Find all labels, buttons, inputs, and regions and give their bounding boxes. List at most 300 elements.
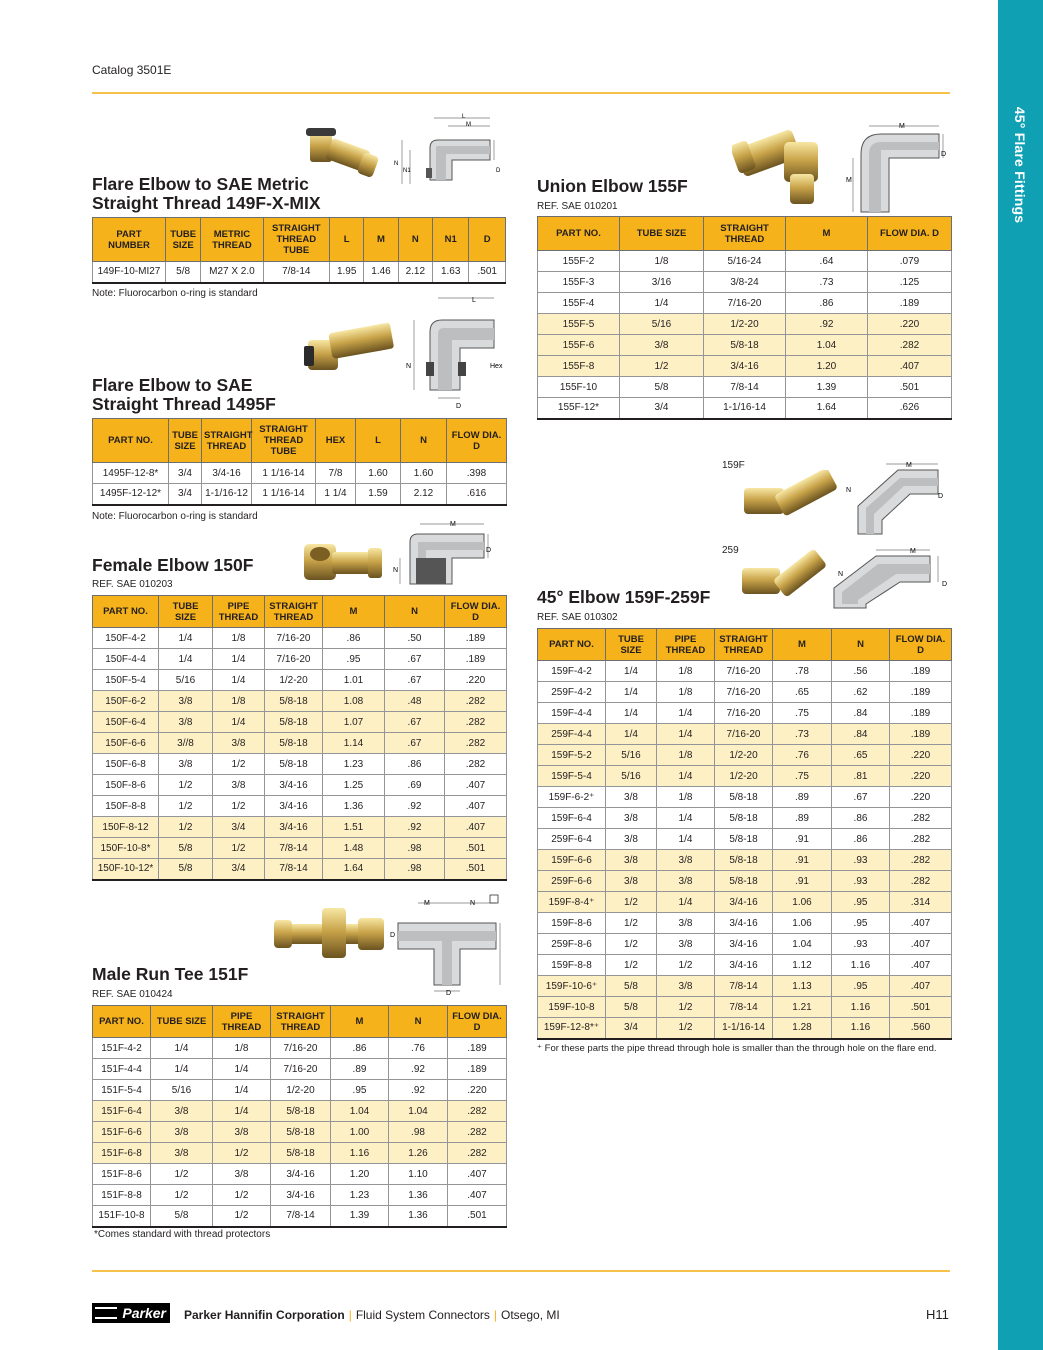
part-number-cell: 159F-6-2⁺ (538, 787, 606, 808)
table-cell: 1/4 (657, 808, 715, 829)
table-cell: 3/8 (213, 775, 265, 796)
table-cell: 1/2 (657, 997, 715, 1018)
table-cell: .93 (832, 871, 890, 892)
table-cell: .75 (773, 766, 832, 787)
column-header: STRAIGHT THREAD (704, 217, 786, 251)
table-row (93, 733, 507, 754)
table-cell: .73 (786, 272, 868, 293)
part-number-cell: 150F-8-6 (93, 775, 159, 796)
table-cell: .78 (773, 661, 832, 682)
part-number-cell: 150F-8-8 (93, 796, 159, 817)
table-row (538, 829, 952, 850)
table-cell: .501 (469, 262, 506, 283)
photo-259f (738, 550, 834, 602)
part-number-cell: 259F-6-6 (538, 871, 606, 892)
dim-n: N (846, 487, 852, 494)
table-cell: .98 (389, 1122, 448, 1143)
table-cell: 1.64 (786, 398, 868, 419)
table-cell: 5/8 (151, 1206, 213, 1227)
column-header: PART NUMBER (93, 218, 166, 262)
title-1495f (92, 376, 276, 414)
table-cell: 5/8 (620, 377, 704, 398)
dim-d: D (486, 547, 492, 554)
table-cell: .76 (389, 1038, 448, 1059)
label-159f: 159F (722, 460, 745, 471)
footer-rule (92, 1270, 950, 1272)
table-cell: 1/2 (151, 1164, 213, 1185)
table-cell: 3/8 (606, 850, 657, 871)
dim-m: M (466, 122, 471, 128)
table-cell: .95 (832, 892, 890, 913)
note-149f: Note: Fluorocarbon o-ring is standard (92, 288, 258, 299)
table-cell: 5/16 (620, 314, 704, 335)
part-number-cell: 159F-5-2 (538, 745, 606, 766)
table-cell: 7/8 (316, 463, 356, 484)
table-cell: .95 (832, 976, 890, 997)
dim-d: D (496, 168, 501, 174)
table-cell: 1.07 (323, 712, 385, 733)
table-cell: 1/4 (606, 682, 657, 703)
table-cell: .189 (445, 649, 507, 670)
table-cell: .84 (832, 703, 890, 724)
column-header: N (385, 596, 445, 628)
part-number-cell: 151F-8-6 (93, 1164, 151, 1185)
table-row (93, 649, 507, 670)
dim-m: M (899, 123, 905, 130)
table-cell: .189 (868, 293, 952, 314)
table-cell: .282 (890, 808, 952, 829)
table-cell: .65 (832, 745, 890, 766)
table-cell: .67 (385, 649, 445, 670)
part-number-cell: 151F-6-8 (93, 1143, 151, 1164)
part-number-cell: 150F-10-8* (93, 838, 159, 859)
table-cell: 3/4-16 (715, 892, 773, 913)
table-cell: 1.06 (773, 892, 832, 913)
table-row (538, 724, 952, 745)
table-cell: .282 (445, 691, 507, 712)
table-cell: 1.20 (786, 356, 868, 377)
photo-155f (732, 124, 848, 208)
table-cell: 3/4-16 (715, 955, 773, 976)
label-259: 259 (722, 545, 739, 556)
table-cell: 1/4 (657, 703, 715, 724)
table-cell: 7/8-14 (271, 1206, 331, 1227)
part-number-cell: 155F-10 (538, 377, 620, 398)
table-cell: .407 (890, 955, 952, 976)
table-cell: .69 (385, 775, 445, 796)
note-159f: ⁺ For these parts the pipe thread through hole is smaller than the through hole on the flare end. (537, 1043, 937, 1054)
table-cell: .56 (832, 661, 890, 682)
table-cell: 1.48 (323, 838, 385, 859)
table-cell: 1/4 (657, 829, 715, 850)
part-number-cell: 159F-8-6 (538, 913, 606, 934)
part-number-cell: 159F-4-4 (538, 703, 606, 724)
column-header: STRAIGHT THREAD TUBE (263, 218, 330, 262)
table-cell: .93 (832, 934, 890, 955)
table-cell: 1/2-20 (715, 745, 773, 766)
table-cell: .398 (447, 463, 507, 484)
column-header: N (401, 419, 447, 463)
table-cell: .407 (890, 934, 952, 955)
drawing-1495f (398, 290, 510, 410)
part-number-cell: 159F-10-6⁺ (538, 976, 606, 997)
table-cell: 1/2 (657, 1018, 715, 1039)
table-cell: .67 (385, 733, 445, 754)
table-cell: 1-1/16-14 (704, 398, 786, 419)
table-row (93, 1122, 507, 1143)
table-cell: 1.14 (323, 733, 385, 754)
table-cell: .92 (389, 1080, 448, 1101)
part-number-cell: 159F-8-8 (538, 955, 606, 976)
table-cell: .407 (445, 817, 507, 838)
parker-logo (92, 1303, 170, 1323)
table-cell: .407 (868, 356, 952, 377)
table-cell: 1/4 (657, 892, 715, 913)
table-cell: 1 1/4 (316, 484, 356, 505)
table-cell: .92 (389, 1059, 448, 1080)
part-number-cell: 155F-5 (538, 314, 620, 335)
table-cell: .81 (832, 766, 890, 787)
table-cell: 5/8 (606, 976, 657, 997)
column-header: N (398, 218, 432, 262)
footer-corp: Parker Hannifin Corporation (184, 1308, 345, 1322)
dim-m: M (450, 521, 456, 528)
part-number-cell: 149F-10-MI27 (93, 262, 166, 283)
table-cell: 3/4-16 (265, 796, 323, 817)
title-151f: Male Run Tee 151F (92, 964, 249, 984)
column-header: TUBE SIZE (151, 1006, 213, 1038)
table-cell: 3/4 (213, 859, 265, 880)
table-row (538, 787, 952, 808)
part-number-cell: 259F-4-2 (538, 682, 606, 703)
table-cell: 1.04 (331, 1101, 389, 1122)
table-cell: 7/8-14 (265, 859, 323, 880)
table-row (93, 670, 507, 691)
table-cell: 3/4-16 (715, 913, 773, 934)
table-cell: 1/2-20 (704, 314, 786, 335)
drawing-159f (838, 458, 948, 538)
table-cell: 1.60 (356, 463, 401, 484)
title-1495f-line1: Flare Elbow to SAE (92, 375, 253, 395)
header-rule (92, 92, 950, 94)
table-cell: 1/4 (213, 649, 265, 670)
table-cell: .98 (385, 838, 445, 859)
table-cell: .501 (890, 997, 952, 1018)
table-cell: 3/8 (159, 712, 213, 733)
table-cell: 1.08 (323, 691, 385, 712)
table-cell: 3/8 (620, 335, 704, 356)
table-row (93, 1101, 507, 1122)
table-cell: .282 (445, 733, 507, 754)
table-row (93, 754, 507, 775)
dim-n: N (838, 571, 844, 578)
table-cell: 1/4 (606, 724, 657, 745)
table-cell: 1.04 (773, 934, 832, 955)
table-cell: 1/4 (151, 1059, 213, 1080)
table-cell: .86 (323, 628, 385, 649)
table-cell: 3/4-16 (265, 775, 323, 796)
table-cell: 1 1/16-14 (252, 484, 316, 505)
part-number-cell: 159F-6-4 (538, 808, 606, 829)
ref-159f: REF. SAE 010302 (537, 612, 618, 623)
drawing-259f (826, 542, 950, 612)
table-cell: 1.26 (389, 1143, 448, 1164)
table-cell: 1.21 (773, 997, 832, 1018)
table-cell: .501 (445, 838, 507, 859)
table-row (538, 703, 952, 724)
table-cell: 1.39 (786, 377, 868, 398)
dim-n: N (406, 363, 412, 370)
table-cell: 1/2-20 (271, 1080, 331, 1101)
part-number-cell: 151F-6-6 (93, 1122, 151, 1143)
table-cell: 2.12 (401, 484, 447, 505)
table-cell: .93 (832, 850, 890, 871)
column-header: PIPE THREAD (213, 1006, 271, 1038)
table-cell: 3//8 (159, 733, 213, 754)
table-cell: 1/8 (620, 251, 704, 272)
column-header: TUBE SIZE (159, 596, 213, 628)
dim-m: M (910, 548, 916, 555)
column-header: M (773, 629, 832, 661)
column-header: STRAIGHT THREAD (715, 629, 773, 661)
table-cell: .282 (890, 871, 952, 892)
title-1495f-line2: Straight Thread 1495F (92, 394, 276, 414)
table-cell: .76 (773, 745, 832, 766)
table-cell: 5/16 (159, 670, 213, 691)
table-cell: 1/2 (213, 1185, 271, 1206)
photo-159f (740, 470, 844, 522)
table-cell: 3/4 (169, 463, 202, 484)
table-cell: 3/8 (151, 1122, 213, 1143)
table-row (93, 817, 507, 838)
table-cell: 1/4 (159, 649, 213, 670)
part-number-cell: 259F-4-4 (538, 724, 606, 745)
table-cell: 3/8 (159, 754, 213, 775)
table-cell: 3/8 (657, 850, 715, 871)
table-cell: 1/2 (606, 934, 657, 955)
part-number-cell: 159F-10-8 (538, 997, 606, 1018)
catalog-label: Catalog 3501E (92, 63, 172, 77)
drawing-155f (845, 118, 950, 214)
table-cell: 3/8-24 (704, 272, 786, 293)
title-150f: Female Elbow 150F (92, 555, 254, 575)
part-number-cell: 159F-4-2 (538, 661, 606, 682)
part-number-cell: 159F-5-4 (538, 766, 606, 787)
column-header: TUBE SIZE (606, 629, 657, 661)
part-number-cell: 151F-10-8 (93, 1206, 151, 1227)
table-cell: 7/8-14 (263, 262, 330, 283)
table-row (93, 628, 507, 649)
table-cell: .189 (448, 1059, 507, 1080)
part-number-cell: 150F-10-12* (93, 859, 159, 880)
table-cell: 1.01 (323, 670, 385, 691)
table-cell: 5/8-18 (271, 1143, 331, 1164)
page-number: H11 (926, 1307, 949, 1322)
table-cell: 1/4 (213, 1059, 271, 1080)
table-cell: 5/16-24 (704, 251, 786, 272)
ref-151f: REF. SAE 010424 (92, 989, 173, 1000)
table-cell: .92 (786, 314, 868, 335)
table-cell: 1.20 (331, 1164, 389, 1185)
table-row (93, 775, 507, 796)
table-cell: 3/4-16 (202, 463, 252, 484)
table-cell: .189 (890, 703, 952, 724)
table-row (93, 1143, 507, 1164)
part-number-cell: 150F-8-12 (93, 817, 159, 838)
part-number-cell: 151F-8-8 (93, 1185, 151, 1206)
table-row (93, 1038, 507, 1059)
table-cell: 1.63 (432, 262, 468, 283)
table-row (538, 808, 952, 829)
part-number-cell: 151F-4-2 (93, 1038, 151, 1059)
table-cell: 1/2 (213, 754, 265, 775)
table-cell: .079 (868, 251, 952, 272)
table-cell: .95 (331, 1080, 389, 1101)
table-cell: .220 (448, 1080, 507, 1101)
table-cell: 5/8-18 (715, 808, 773, 829)
table-cell: 5/8-18 (715, 829, 773, 850)
dim-m2: M (846, 177, 852, 184)
column-header: L (356, 419, 401, 463)
table-cell: 1/2-20 (265, 670, 323, 691)
footer-text: Parker Hannifin Corporation | Fluid System Connectors | Otsego, MI (184, 1308, 560, 1322)
table-cell: 7/8-14 (715, 976, 773, 997)
title-149f-line1: Flare Elbow to SAE Metric (92, 174, 309, 194)
dim-l: L (472, 297, 476, 304)
table-cell: 1/2 (159, 775, 213, 796)
table-cell: .92 (385, 817, 445, 838)
table-cell: 1/2 (606, 892, 657, 913)
table-cell: 3/4-16 (715, 934, 773, 955)
table-cell: 3/8 (606, 787, 657, 808)
dim-n: N (394, 161, 399, 167)
table-cell: 7/16-20 (715, 703, 773, 724)
table-cell: 3/8 (213, 1164, 271, 1185)
dim-d: D (456, 403, 462, 410)
part-number-cell: 155F-3 (538, 272, 620, 293)
table-cell: 1-1/16-14 (715, 1018, 773, 1039)
table-row (93, 838, 507, 859)
table-cell: 7/16-20 (265, 628, 323, 649)
table-row (538, 766, 952, 787)
table-row (538, 955, 952, 976)
table-cell: 1/8 (657, 787, 715, 808)
table-cell: 1/8 (657, 661, 715, 682)
table-cell: 1/4 (620, 293, 704, 314)
table-cell: 3/8 (159, 691, 213, 712)
column-header: FLOW DIA. D (447, 419, 507, 463)
part-number-cell: 150F-4-2 (93, 628, 159, 649)
table-cell: 5/8-18 (265, 733, 323, 754)
table-cell: 1/8 (213, 1038, 271, 1059)
table-cell: 1/2 (213, 1143, 271, 1164)
table-cell: .89 (331, 1059, 389, 1080)
table-cell: 1/2 (657, 955, 715, 976)
dim-d: D (941, 151, 947, 158)
table-row (93, 262, 506, 283)
table-cell: 3/4 (620, 398, 704, 419)
column-header: METRIC THREAD (201, 218, 263, 262)
table-row (93, 1185, 507, 1206)
table-cell: .91 (773, 850, 832, 871)
table-row (538, 976, 952, 997)
table-cell: .89 (773, 787, 832, 808)
table-cell: 1/4 (606, 661, 657, 682)
drawing-151f (388, 893, 508, 997)
table-cell: 1.36 (389, 1206, 448, 1227)
table-cell: 3/4 (169, 484, 202, 505)
part-number-cell: 150F-6-6 (93, 733, 159, 754)
table-cell: 1/8 (657, 745, 715, 766)
table-cell: .86 (832, 808, 890, 829)
table-cell: 1.36 (323, 796, 385, 817)
column-header: TUBE SIZE (165, 218, 200, 262)
table-cell: .220 (868, 314, 952, 335)
table-cell: .48 (385, 691, 445, 712)
table-cell: 1.04 (786, 335, 868, 356)
title-155f: Union Elbow 155F (537, 176, 688, 196)
table-cell: .282 (448, 1143, 507, 1164)
column-header: L (330, 218, 364, 262)
table-cell: 7/16-20 (715, 661, 773, 682)
table-cell: .282 (448, 1101, 507, 1122)
table-row (538, 850, 952, 871)
table-cell: 3/16 (620, 272, 704, 293)
part-number-cell: 155F-6 (538, 335, 620, 356)
table-row (93, 463, 507, 484)
table-cell: 5/8 (159, 838, 213, 859)
table-150f (92, 595, 507, 881)
table-cell: .220 (890, 766, 952, 787)
table-cell: .73 (773, 724, 832, 745)
table-row (538, 335, 952, 356)
column-header: STRAIGHT THREAD TUBE (252, 419, 316, 463)
column-header: N (832, 629, 890, 661)
column-header: PART NO. (93, 1006, 151, 1038)
dim-l: L (462, 114, 466, 120)
photo-1495f (300, 318, 400, 380)
dim-d: D (390, 932, 396, 939)
table-cell: .95 (832, 913, 890, 934)
column-header: PIPE THREAD (213, 596, 265, 628)
table-row (538, 398, 952, 419)
footer-division: Fluid System Connectors (355, 1308, 490, 1322)
dim-n: N (393, 567, 399, 574)
table-cell: .86 (832, 829, 890, 850)
part-number-cell: 159F-6-6 (538, 850, 606, 871)
table-cell: .98 (385, 859, 445, 880)
table-cell: 1.36 (389, 1185, 448, 1206)
table-cell: 1/2 (159, 796, 213, 817)
table-row (538, 661, 952, 682)
table-cell: .189 (890, 724, 952, 745)
column-header: FLOW DIA. D (445, 596, 507, 628)
table-cell: .407 (448, 1185, 507, 1206)
table-cell: 3/8 (606, 808, 657, 829)
table-cell: .282 (445, 712, 507, 733)
table-cell: .89 (773, 808, 832, 829)
ref-150f: REF. SAE 010203 (92, 579, 173, 590)
table-row (93, 484, 507, 505)
column-header: STRAIGHT THREAD (202, 419, 252, 463)
part-number-cell: 151F-4-4 (93, 1059, 151, 1080)
table-cell: 5/16 (606, 745, 657, 766)
table-cell: 3/4 (606, 1018, 657, 1039)
table-cell: 1.16 (331, 1143, 389, 1164)
table-row (93, 691, 507, 712)
column-header: STRAIGHT THREAD (265, 596, 323, 628)
table-cell: M27 X 2.0 (201, 262, 263, 283)
